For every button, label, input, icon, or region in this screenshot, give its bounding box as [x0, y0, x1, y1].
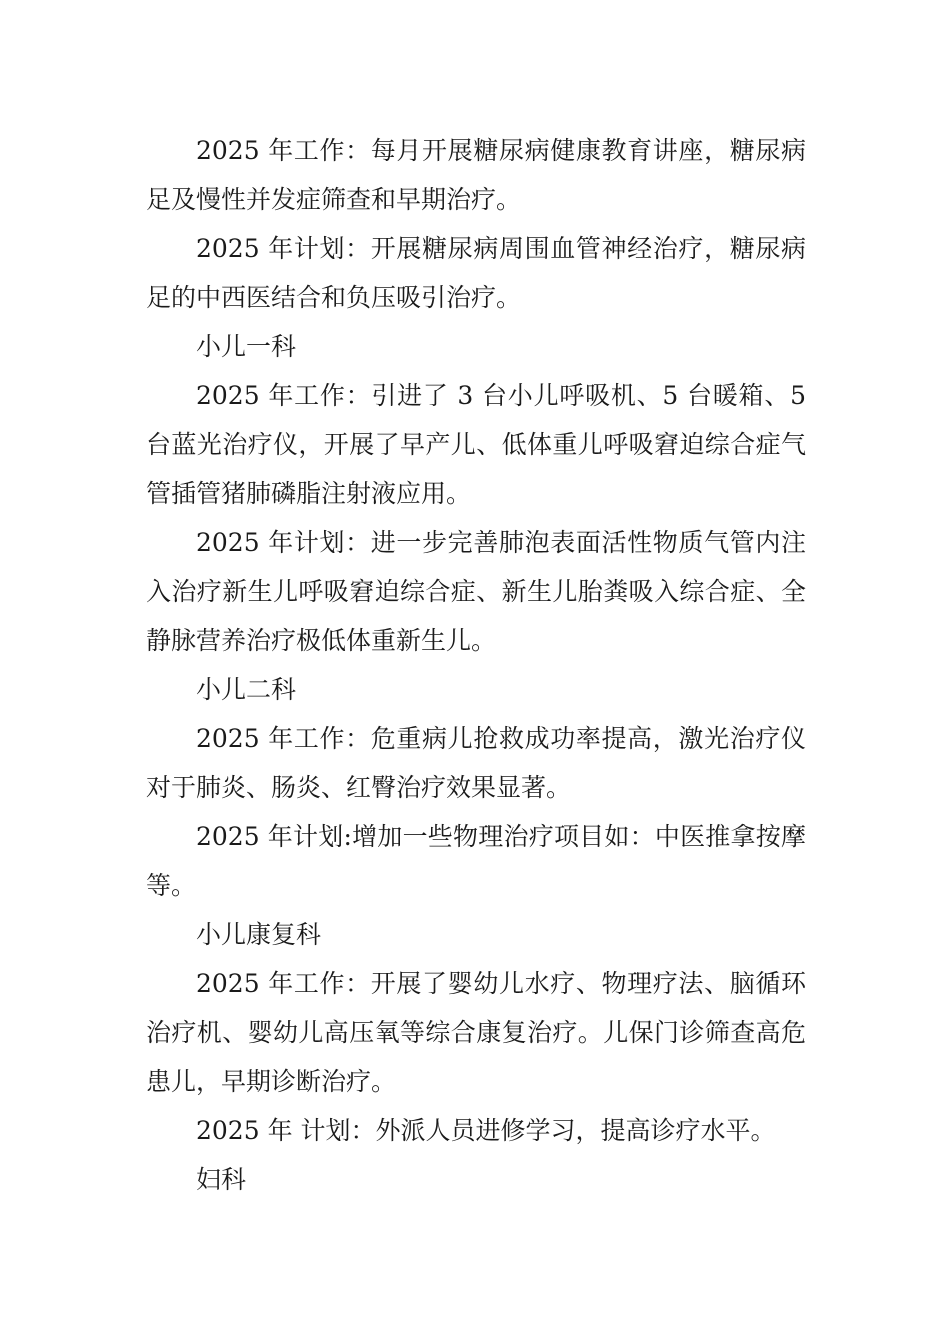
paragraph-pediatrics-1-plan: 2025 年计划：进一步完善肺泡表面活性物质气管内注入治疗新生儿呼吸窘迫综合症、新生儿胎粪吸入综合症、全静脉营养治疗极低体重新生儿。: [146, 528, 806, 655]
paragraph-pediatric-rehab-plan: 2025 年 计划：外派人员进修学习，提高诊疗水平。: [196, 1116, 776, 1145]
document-body: [146, 126, 806, 1204]
paragraph-pediatrics-2-plan: 2025 年计划:增加一些物理治疗项目如：中医推拿按摩等。: [146, 822, 806, 900]
paragraph-diabetes-plan: 2025 年计划：开展糖尿病周围血管神经治疗，糖尿病足的中西医结合和负压吸引治疗。: [146, 234, 806, 312]
paragraph-pediatrics-2-work: 2025 年工作：危重病儿抢救成功率提高，激光治疗仪对于肺炎、肠炎、红臀治疗效果显著。: [146, 724, 806, 802]
paragraph-diabetes-work: 2025 年工作：每月开展糖尿病健康教育讲座，糖尿病足及慢性并发症筛查和早期治疗。: [146, 136, 806, 214]
paragraph-pediatric-rehab-work: 2025 年工作：开展了婴幼儿水疗、物理疗法、脑循环治疗机、婴幼儿高压氧等综合康复治疗。儿保门诊筛查高危患儿，早期诊断治疗。: [146, 969, 806, 1096]
section-heading-pediatrics-1: 小儿一科: [196, 332, 297, 361]
paragraph-pediatrics-1-work: 2025 年工作：引进了 3 台小儿呼吸机、5 台暖箱、5 台蓝光治疗仪，开展了早产儿、低体重儿呼吸窘迫综合症气管插管猪肺磷脂注射液应用。: [146, 381, 806, 508]
section-heading-pediatrics-2: 小儿二科: [196, 675, 297, 704]
section-heading-gynecology: 妇科: [196, 1165, 247, 1194]
section-heading-pediatric-rehab: 小儿康复科: [196, 920, 322, 949]
